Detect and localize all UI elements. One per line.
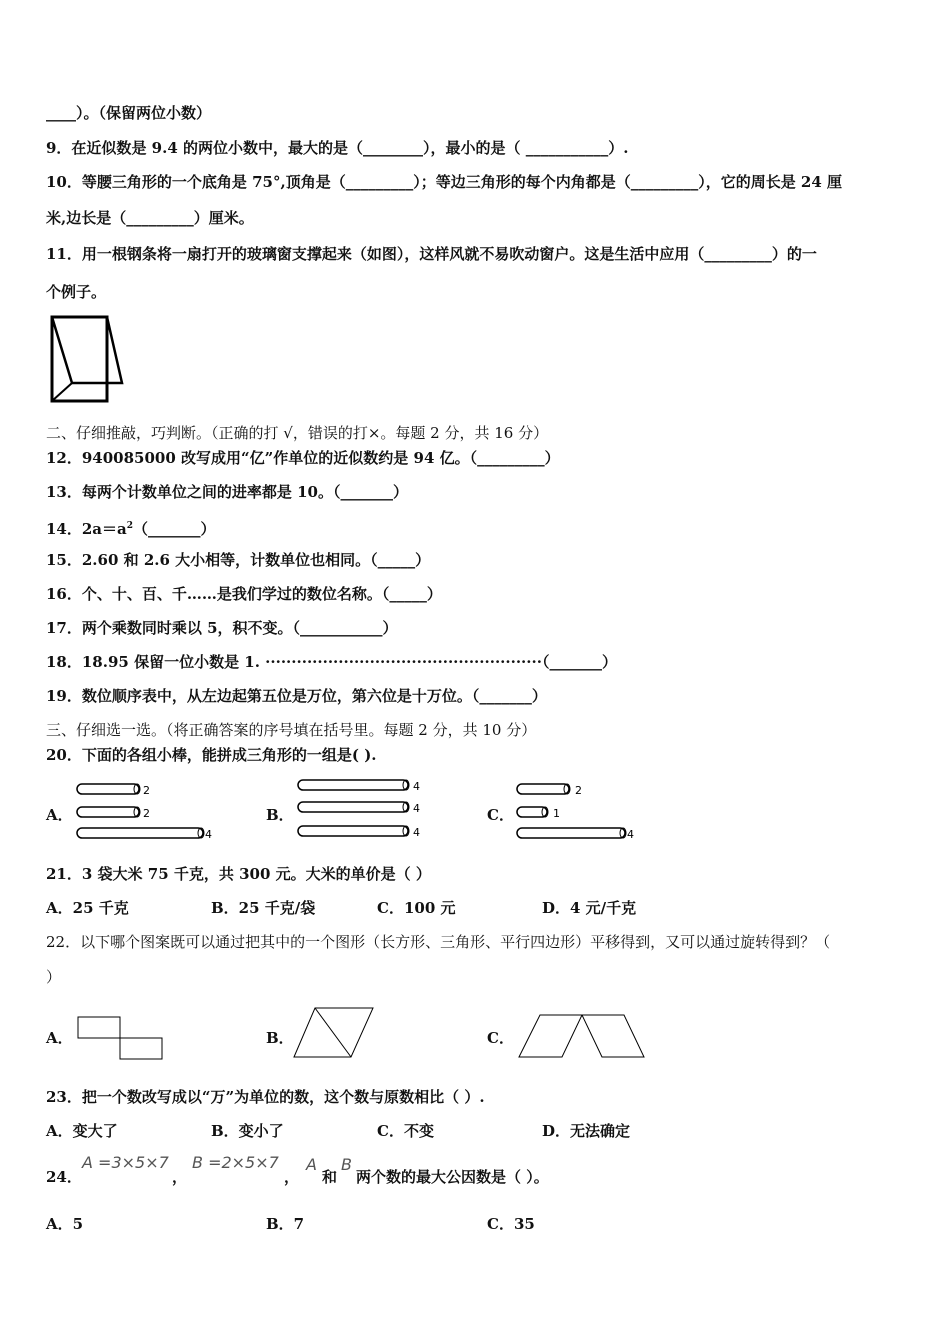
q20-sticks-a bbox=[75, 780, 225, 842]
q22-option-a[interactable]: A． bbox=[46, 1029, 73, 1047]
question-14-text: 14．2a＝a bbox=[46, 520, 127, 538]
question-22-line1: 22．以下哪个图案既可以通过把其中的一个图形（长方形、三角形、平行四边形）平移得到，又可以通过旋转得到？（ bbox=[46, 933, 831, 951]
stick-b1-label: 4 bbox=[413, 780, 420, 793]
q24-formula-a: A =3×5×7 bbox=[82, 1153, 169, 1172]
question-16: 16．个、十、百、千……是我们学过的数位名称。（_____） bbox=[46, 585, 442, 603]
q20-option-b[interactable]: B． bbox=[266, 806, 294, 824]
q20-sticks-c bbox=[515, 780, 655, 842]
q24-option-a[interactable]: A．5 bbox=[46, 1215, 84, 1233]
question-24-prefix: 24． bbox=[46, 1168, 82, 1186]
q23-option-c[interactable]: C．不变 bbox=[377, 1122, 434, 1140]
stick-a3-label: 4 bbox=[205, 828, 212, 841]
q20-option-a[interactable]: A． bbox=[46, 806, 73, 824]
q24-and: 和 bbox=[322, 1168, 338, 1186]
window-support-figure bbox=[50, 315, 130, 405]
question-20: 20．下面的各组小棒，能拼成三角形的一组是( ). bbox=[46, 746, 377, 764]
q24-option-b[interactable]: B．7 bbox=[266, 1215, 305, 1233]
q23-option-a[interactable]: A．变大了 bbox=[46, 1122, 118, 1140]
q20-sticks-b bbox=[296, 776, 436, 842]
question-10-line2: 米,边长是（_________）厘米。 bbox=[46, 209, 254, 227]
stick-c3-label: 4 bbox=[627, 828, 634, 841]
q20-option-c[interactable]: C． bbox=[487, 806, 514, 824]
question-11-line2: 个例子。 bbox=[46, 283, 107, 301]
q23-option-d[interactable]: D．无法确定 bbox=[542, 1122, 631, 1140]
question-21: 21．3 袋大米 75 千克，共 300 元。大米的单价是（ ） bbox=[46, 865, 431, 883]
section-2-heading: 二、仔细推敲，巧判断。（正确的打 √，错误的打×。每题 2 分，共 16 分） bbox=[46, 424, 549, 442]
q21-option-d[interactable]: D．4 元/千克 bbox=[542, 899, 637, 917]
q23-option-b[interactable]: B．变小了 bbox=[211, 1122, 284, 1140]
question-14 bbox=[46, 516, 216, 539]
q22-figure-c bbox=[518, 1013, 648, 1059]
question-17: 17．两个乘数同时乘以 5，积不变。（___________） bbox=[46, 619, 398, 637]
header-fragment: ____）。（保留两位小数） bbox=[46, 104, 212, 122]
stick-a1-label: 2 bbox=[143, 784, 150, 797]
q24-option-c[interactable]: C．35 bbox=[487, 1215, 535, 1233]
section-3-heading: 三、仔细选一选。（将正确答案的序号填在括号里。每题 2 分，共 10 分） bbox=[46, 721, 537, 739]
q24-separator-1: ， bbox=[172, 1168, 188, 1186]
question-18: 18．18.95 保留一位小数是 1. ·····················································（_______） bbox=[46, 653, 617, 671]
question-12: 12．940085000 改写成用“亿”作单位的近似数约是 94 亿。（_________） bbox=[46, 449, 560, 467]
q21-option-b[interactable]: B．25 千克/袋 bbox=[211, 899, 316, 917]
question-9: 9．在近似数是 9.4 的两位小数中，最大的是（________），最小的是（ ___________）. bbox=[46, 139, 629, 157]
q24-question-text: 两个数的最大公因数是（ ）。 bbox=[356, 1168, 549, 1186]
question-19: 19．数位顺序表中，从左边起第五位是万位，第六位是十万位。（_______） bbox=[46, 687, 547, 705]
stick-c1-label: 2 bbox=[575, 784, 582, 797]
q22-option-c[interactable]: C． bbox=[487, 1029, 514, 1047]
q22-option-b[interactable]: B． bbox=[266, 1029, 294, 1047]
stick-b3-label: 4 bbox=[413, 826, 420, 839]
question-14-superscript: 2 bbox=[126, 521, 134, 531]
q21-option-a[interactable]: A．25 千克 bbox=[46, 899, 129, 917]
q22-figure-b bbox=[293, 1007, 378, 1059]
q21-option-c[interactable]: C．100 元 bbox=[377, 899, 456, 917]
stick-b2-label: 4 bbox=[413, 802, 420, 815]
stick-c2-label: 1 bbox=[553, 807, 560, 820]
q22-figure-a bbox=[77, 1016, 167, 1061]
question-10-line1: 10．等腰三角形的一个底角是 75°,顶角是（_________）；等边三角形的每个内角都是（_________），它的周长是 24 厘 bbox=[46, 173, 843, 191]
q24-separator-2: ， bbox=[284, 1168, 300, 1186]
question-23: 23．把一个数改写成以“万”为单位的数，这个数与原数相比（ ）. bbox=[46, 1088, 485, 1106]
question-11-line1: 11．用一根钢条将一扇打开的玻璃窗支撑起来（如图），这样风就不易吹动窗户。这是生活中应用（_________）的一 bbox=[46, 245, 817, 263]
q24-variable-a: A bbox=[306, 1155, 317, 1174]
question-13: 13．每两个计数单位之间的进率都是 10。（_______） bbox=[46, 483, 408, 501]
question-22-line2: ） bbox=[46, 968, 62, 986]
stick-a2-label: 2 bbox=[143, 807, 150, 820]
q24-formula-b: B =2×5×7 bbox=[192, 1153, 279, 1172]
q24-variable-b: B bbox=[341, 1155, 352, 1174]
question-15: 15．2.60 和 2.6 大小相等，计数单位也相同。（_____） bbox=[46, 551, 431, 569]
question-14-blank: （_______） bbox=[133, 520, 216, 538]
